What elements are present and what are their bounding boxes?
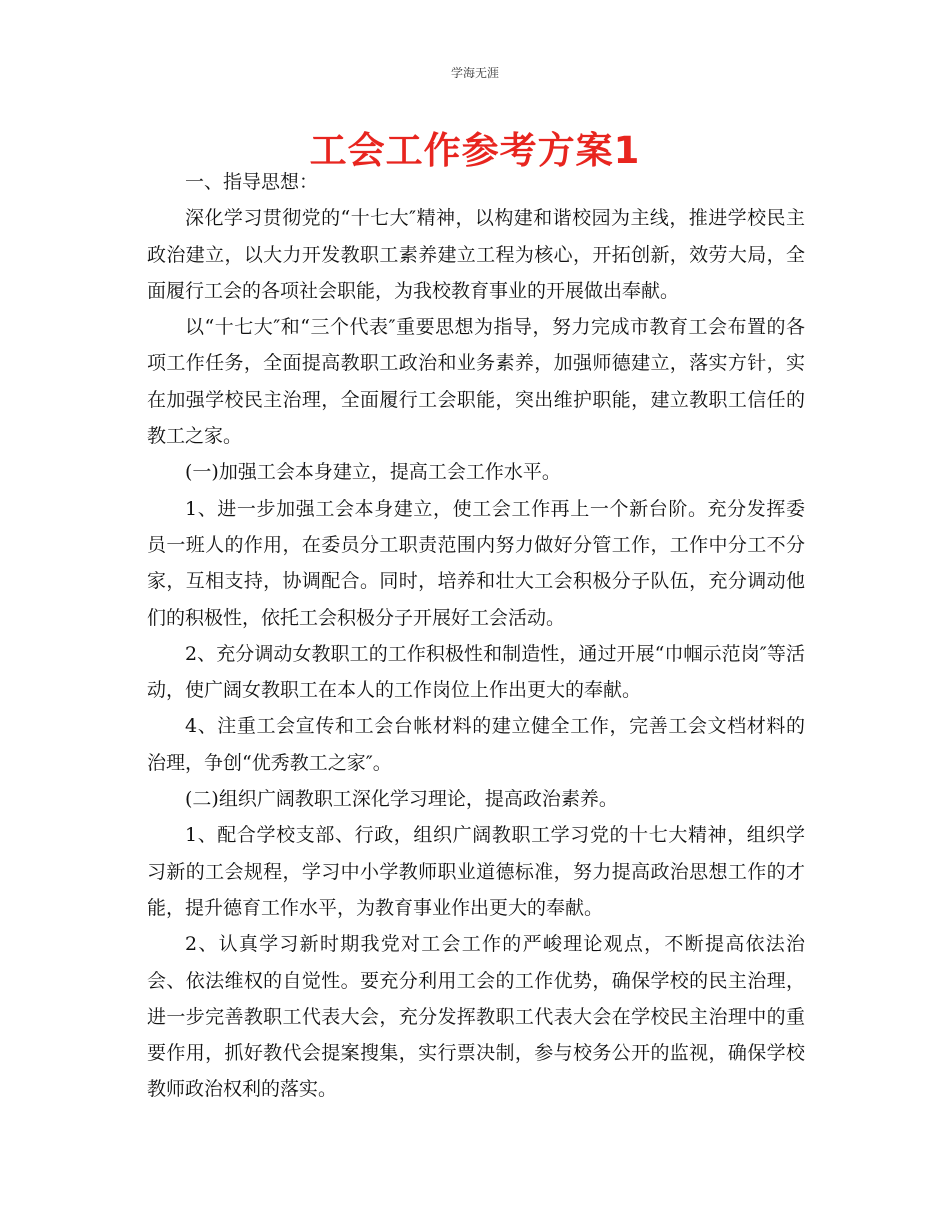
paragraph: 1、进一步加强工会本身建立，使工会工作再上一个新台阶。充分发挥委员一班人的作用，在委员分工职责范围内努力做好分管工作，工作中分工不分家，互相支持，协调配合。同时，培养和壮大工会积极分子队伍，充分调动他们的积极性，依托工会积极分子开展好工会活动。 (147, 497, 805, 629)
subsection-heading: (二)组织广阔教职工深化学习理论，提高政治素养。 (185, 788, 618, 811)
paragraph: 深化学习贯彻党的“十七大″精神，以构建和谐校园为主线，推进学校民主政治建立，以大力开发教职工素养建立工程为核心，开拓创新，效劳大局，全面履行工会的各项社会职能，为我校教育事业的开展做出奉献。 (147, 207, 805, 302)
paragraph: 2、充分调动女教职工的工作积极性和制造性，通过开展“巾帼示范岗″等活动，使广阔女教职工在本人的工作岗位上作出更大的奉献。 (147, 642, 805, 702)
page-header: 学海无涯 (450, 66, 499, 80)
document-title: 工会工作参考方案1 (309, 129, 641, 172)
section-heading: 一、指导思想： (185, 171, 319, 193)
paragraph: 4、注重工会宣传和工会台帐材料的建立健全工作，完善工会文档材料的治理，争创“优秀教工之家″。 (147, 715, 805, 774)
paragraph: 以“十七大″和“三个代表″重要思想为指导，努力完成市教育工会布置的各项工作任务，全面提高教职工政治和业务素养，加强师德建立，落实方针，实在加强学校民主治理，全面履行工会职能，突出维护职能，建立教职工信任的教工之家。 (147, 316, 805, 448)
paragraph: 1、配合学校支部、行政，组织广阔教职工学习党的十七大精神，组织学习新的工会规程，学习中小学教师职业道德标准，努力提高政治思想工作的才能，提升德育工作水平，为教育事业作出更大的奉献。 (147, 824, 805, 919)
subsection-heading: (一)加强工会本身建立，提高工会工作水平。 (185, 461, 561, 484)
document-body (147, 164, 805, 1108)
paragraph: 2、认真学习新时期我党对工会工作的严峻理论观点，不断提高依法治会、依法维权的自觉性。要充分利用工会的工作优势，确保学校的民主治理，进一步完善教职工代表大会，充分发挥教职工代表大会在学校民主治理中的重要作用，抓好教代会提案搜集，实行票决制，参与校务公开的监视，确保学校教师政治权利的落实。 (147, 933, 805, 1101)
